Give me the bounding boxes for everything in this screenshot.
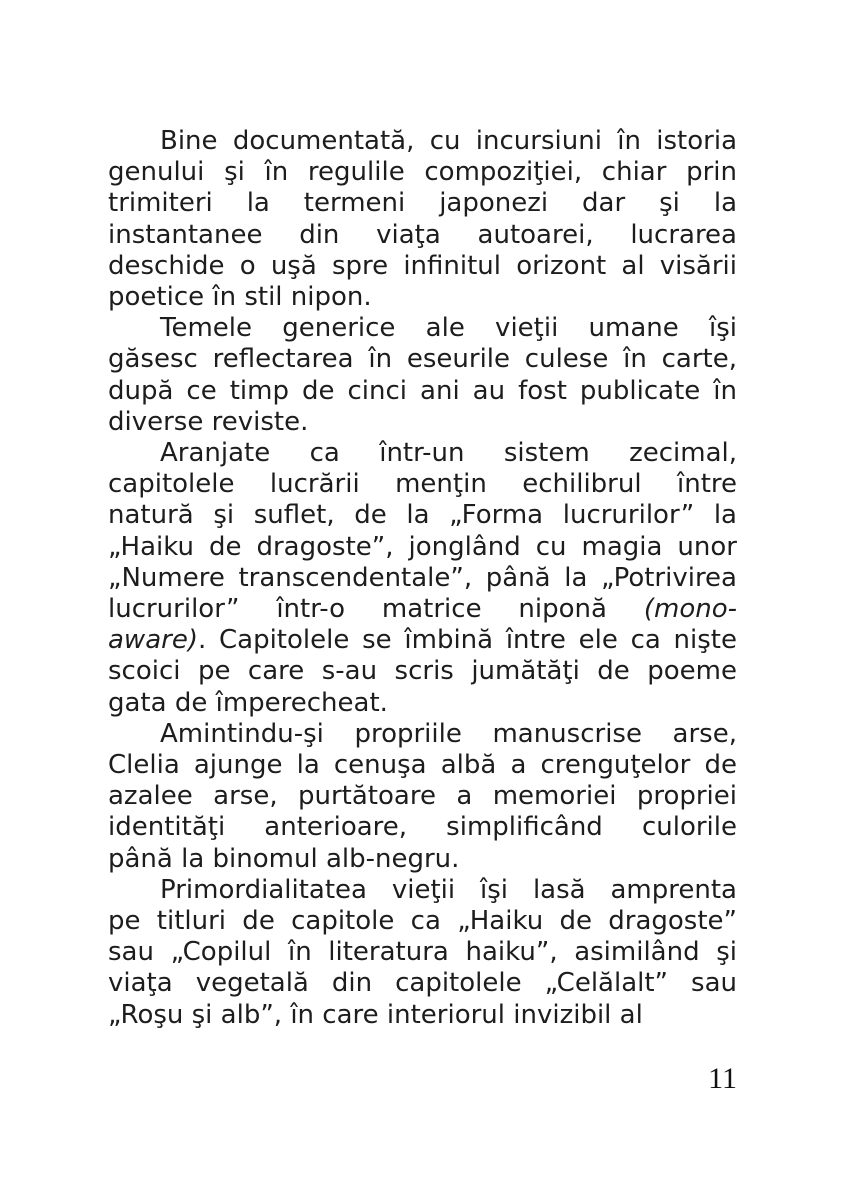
text-segment: diverse reviste. — [108, 406, 309, 437]
text-segment: „Roşu şi alb”, în care interiorul invizibil al — [108, 999, 643, 1030]
text-line — [108, 313, 737, 344]
text-line — [108, 688, 737, 719]
text-line — [108, 937, 737, 968]
text-line — [108, 438, 737, 469]
text-segment: Temele generice ale vieţii umane îşi — [160, 313, 737, 344]
text-line — [108, 719, 737, 750]
text-line — [108, 157, 737, 188]
text-line — [108, 875, 737, 906]
text-segment: gata de împerecheat. — [108, 687, 388, 718]
text-segment: găsesc reflectarea în eseurile culese în carte, — [108, 344, 737, 375]
text-segment: „Numere transcendentale”, până la „Potrivirea — [108, 562, 737, 593]
text-segment: natură şi suflet, de la „Forma lucrurilor” la — [108, 500, 737, 531]
text-segment: . Capitolele se îmbină între ele ca nişte — [197, 625, 737, 656]
text-line — [108, 1000, 737, 1031]
text-segment: după ce timp de cinci ani au fost publicate în — [108, 375, 737, 406]
text-segment: genului şi în regulile compoziţiei, chiar prin — [108, 157, 737, 188]
text-line — [108, 407, 737, 438]
text-segment: „Haiku de dragoste”, jonglând cu magia unor — [108, 531, 737, 562]
text-segment: instantanee din viaţa autoarei, lucrarea — [108, 219, 737, 250]
text-segment: identităţi anterioare, simplificând culorile — [108, 812, 737, 843]
text-line — [108, 344, 737, 375]
text-line — [108, 594, 737, 625]
text-line — [108, 750, 737, 781]
text-line — [108, 812, 737, 843]
text-line — [108, 656, 737, 687]
text-segment: Bine documentată, cu incursiuni în istoria — [160, 126, 737, 156]
paragraph — [108, 313, 737, 438]
text-line — [108, 469, 737, 500]
text-segment: deschide o uşă spre infinitul orizont al visării — [108, 250, 737, 281]
page-text — [108, 126, 737, 1031]
text-segment: Clelia ajunge la cenuşa albă a crenguţelor de — [108, 750, 737, 781]
text-segment: pe titluri de capitole ca „Haiku de dragoste” — [108, 906, 737, 937]
text-line — [108, 625, 737, 656]
text-segment: sau „Copilul în literatura haiku”, asimilând şi — [108, 937, 737, 968]
text-line — [108, 844, 737, 875]
text-segment: scoici pe care s-au scris jumătăţi de poeme — [108, 656, 737, 687]
text-segment: azalee arse, purtătoare a memoriei propriei — [108, 781, 737, 812]
text-line — [108, 282, 737, 313]
paragraph — [108, 126, 737, 313]
paragraph — [108, 875, 737, 1031]
text-line — [108, 188, 737, 219]
text-segment: lucrurilor” într-o matrice niponă — [108, 594, 644, 625]
text-segment: Aranjate ca într-un sistem zecimal, — [160, 438, 737, 469]
text-line — [108, 968, 737, 999]
text-line — [108, 532, 737, 563]
text-segment: capitolele lucrării menţin echilibrul între — [108, 469, 737, 500]
text-line — [108, 376, 737, 407]
text-segment: Amintindu-şi propriile manuscrise arse, — [160, 718, 737, 749]
text-segment: până la binomul alb-negru. — [108, 843, 460, 874]
text-line — [108, 220, 737, 251]
text-segment: poetice în stil nipon. — [108, 282, 372, 313]
italic-text-segment: (mono- — [643, 594, 737, 625]
page-number: 11 — [708, 1062, 737, 1095]
italic-text-segment: aware) — [108, 625, 198, 656]
text-line — [108, 126, 737, 157]
text-line — [108, 563, 737, 594]
paragraph — [108, 719, 737, 875]
text-line — [108, 906, 737, 937]
text-segment: Primordialitatea vieţii îşi lasă amprenta — [160, 874, 737, 905]
text-segment: trimiteri la termeni japonezi dar şi la — [108, 188, 737, 219]
text-line — [108, 251, 737, 282]
paragraph — [108, 438, 737, 719]
text-segment: viaţa vegetală din capitolele „Celălalt” sau — [108, 968, 737, 999]
text-line — [108, 500, 737, 531]
text-line — [108, 781, 737, 812]
